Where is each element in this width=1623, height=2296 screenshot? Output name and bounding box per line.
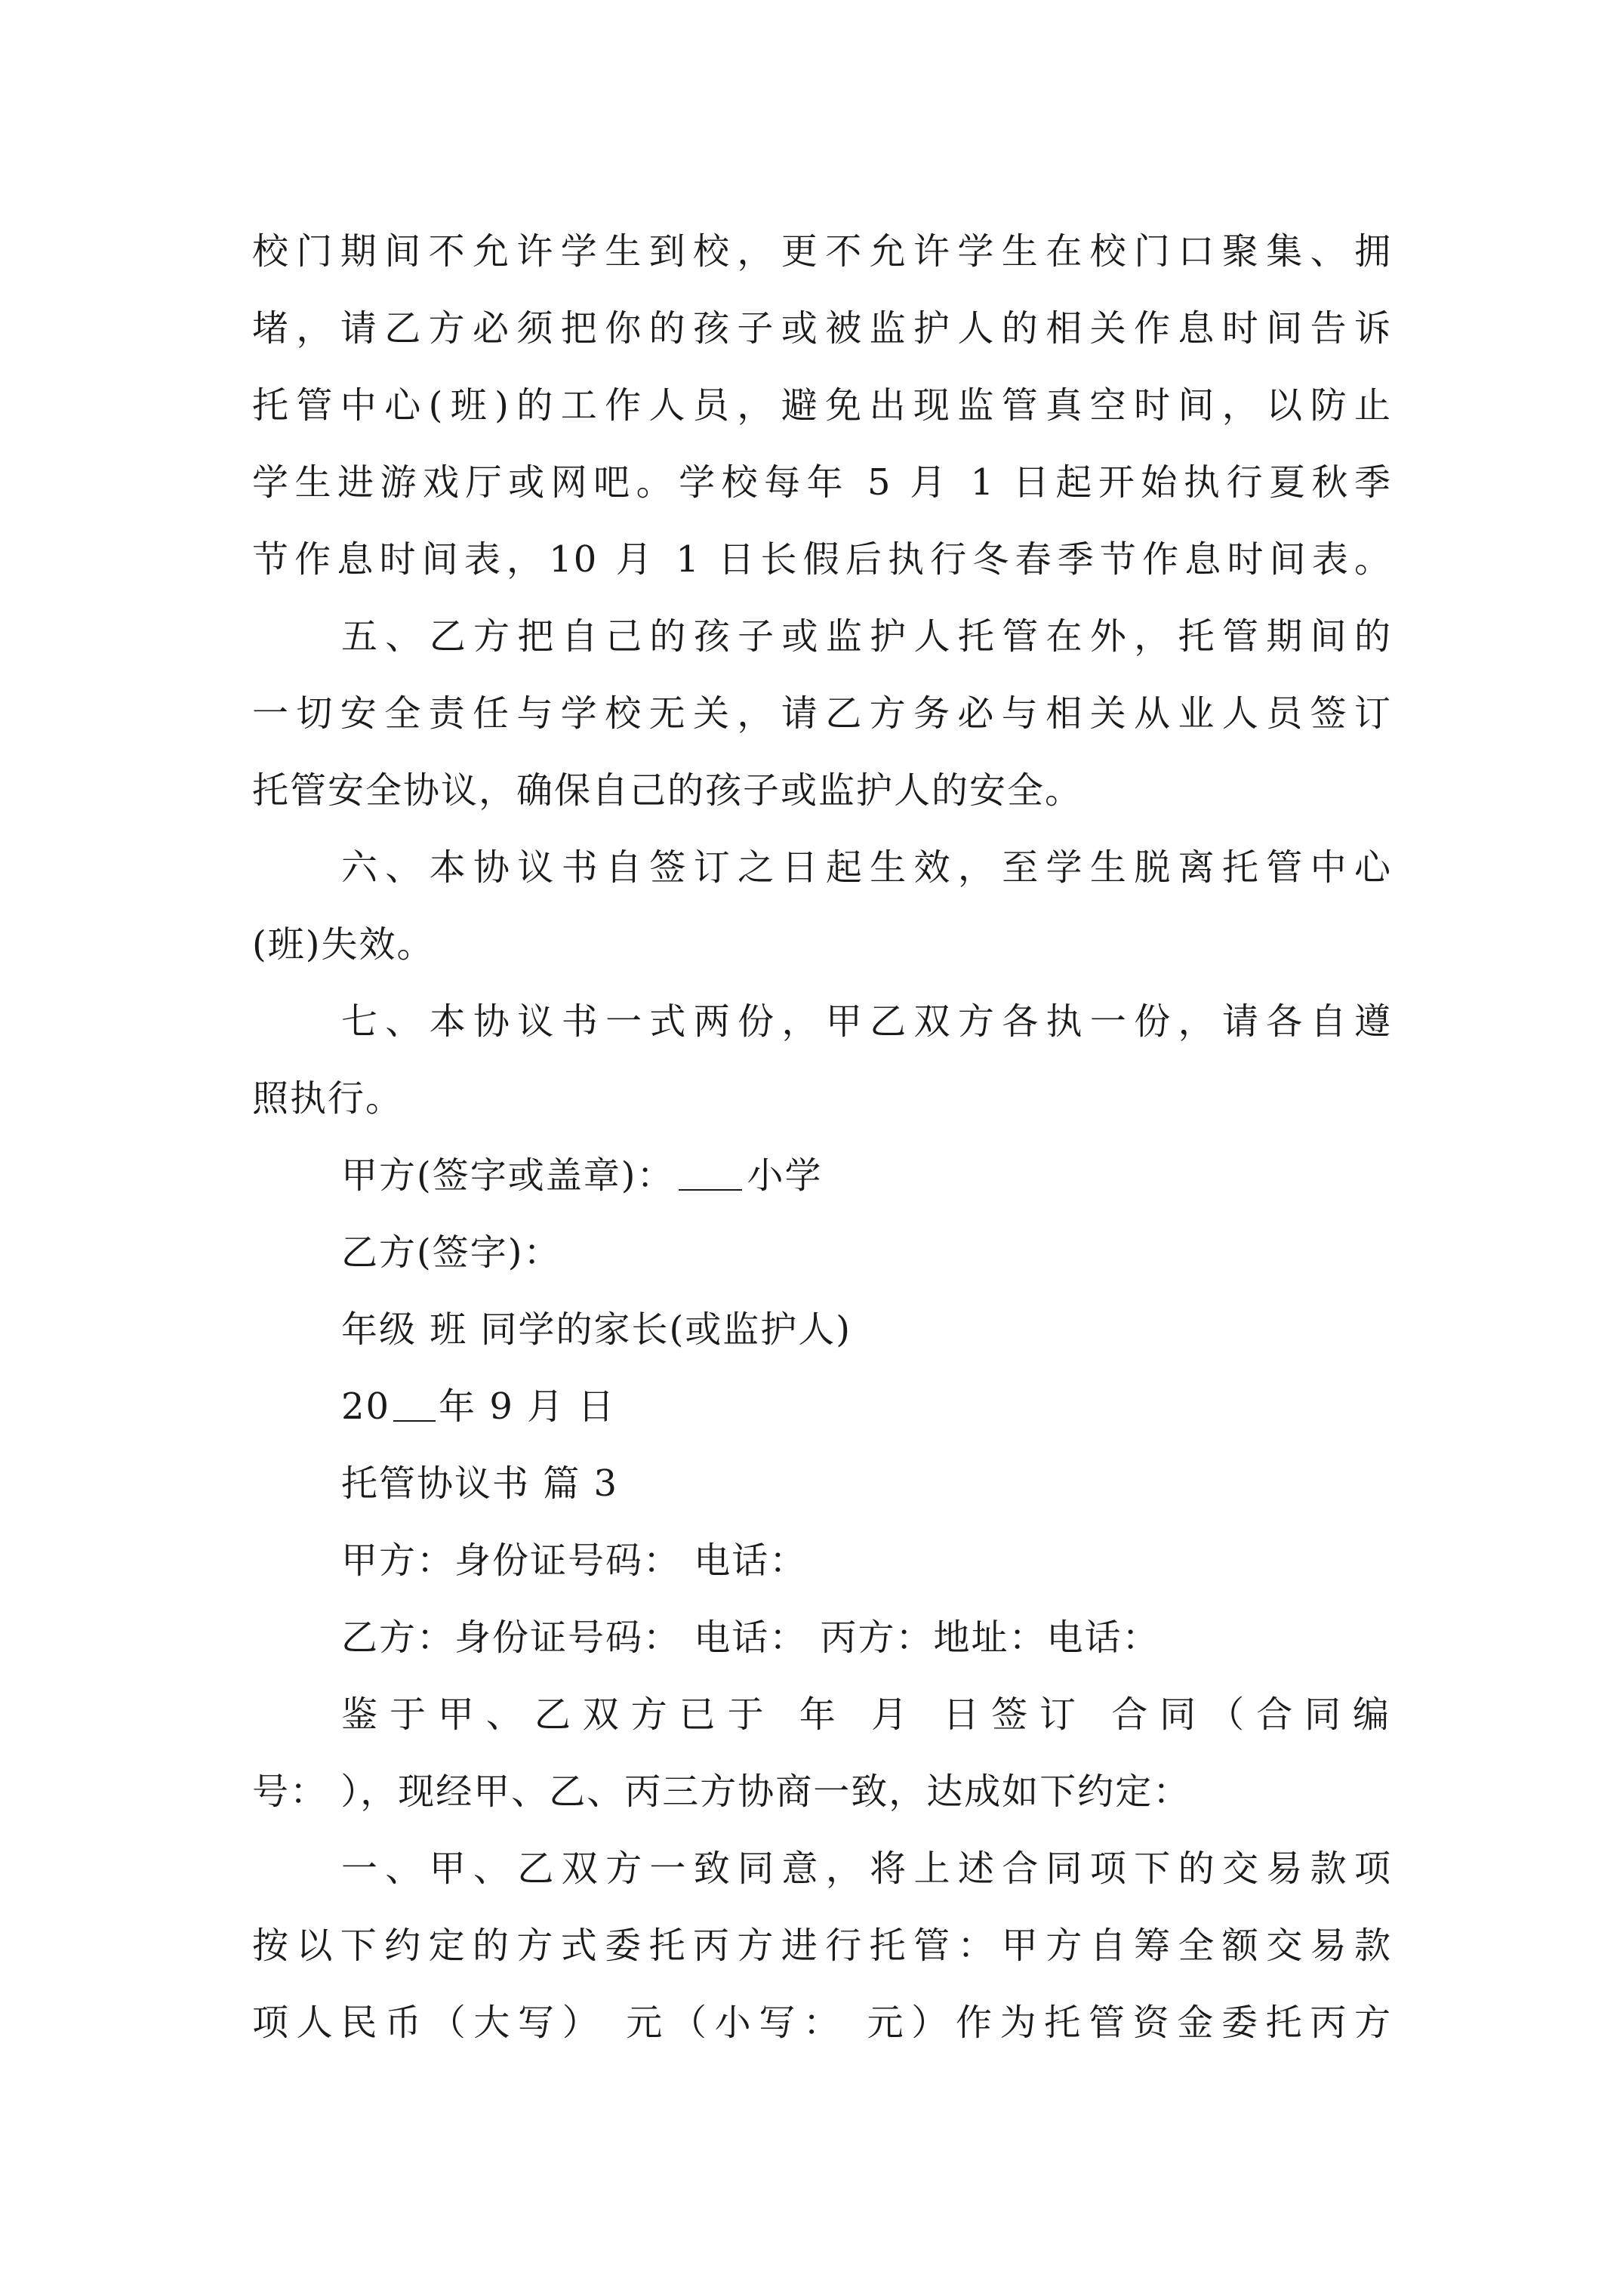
parent-line: 年级 班 同学的家长(或监护人) bbox=[341, 1308, 852, 1351]
signature-party-a-label: 甲方(签字或盖章)： bbox=[341, 1154, 675, 1197]
paragraph-line: 堵，请乙方必须把你的孩子或被监护人的相关作息时间告诉 bbox=[252, 307, 1392, 350]
paragraph-line: 号： ），现经甲、乙、丙三方协商一致，达成如下约定： bbox=[252, 1771, 1191, 1813]
preamble-line: 鉴于甲、乙双方已于 年 月 日签订 合同（合同编 bbox=[341, 1693, 1392, 1736]
signature-party-a-school: 小学 bbox=[747, 1154, 823, 1197]
clause-five-line: 五、乙方把自己的孩子或监护人托管在外，托管期间的 bbox=[341, 615, 1392, 658]
signature-party-b: 乙方(签字)： bbox=[341, 1231, 562, 1274]
date-rest: 年 9 月 日 bbox=[439, 1385, 616, 1428]
document-body bbox=[252, 213, 1392, 2061]
paragraph-line: 项人民币（大写） 元（小写： 元）作为托管资金委托丙方 bbox=[252, 2002, 1392, 2044]
paragraph-line: 托管中心(班)的工作人员，避免出现监管真空时间，以防止 bbox=[252, 384, 1392, 427]
clause-seven-line: 七、本协议书一式两份，甲乙双方各执一份，请各自遵 bbox=[341, 1000, 1392, 1043]
paragraph-line: 一切安全责任与学校无关，请乙方务必与相关从业人员签订 bbox=[252, 692, 1392, 735]
date-line bbox=[252, 1368, 1392, 1445]
party-b-info: 乙方：身份证号码： 电话： 丙方：地址：电话： bbox=[341, 1616, 1160, 1659]
paragraph-line: 校门期间不允许学生到校，更不允许学生在校门口聚集、拥 bbox=[252, 230, 1392, 273]
party-a-info: 甲方：身份证号码： 电话： bbox=[341, 1539, 808, 1582]
paragraph-line: 按以下约定的方式委托丙方进行托管：甲方自筹全额交易款 bbox=[252, 1925, 1392, 1967]
clause-one-line: 一、甲、乙双方一致同意，将上述合同项下的交易款项 bbox=[341, 1848, 1392, 1890]
paragraph-line: (班)失效。 bbox=[252, 923, 435, 966]
date-year-prefix: 20 bbox=[341, 1385, 391, 1428]
section-heading: 托管协议书 篇 3 bbox=[341, 1462, 619, 1505]
signature-blank bbox=[679, 1159, 742, 1191]
paragraph-line: 节作息时间表，10 月 1 日长假后执行冬春季节作息时间表。 bbox=[252, 538, 1392, 581]
paragraph-line: 学生进游戏厅或网吧。学校每年 5 月 1 日起开始执行夏秋季 bbox=[252, 461, 1392, 504]
date-blank bbox=[393, 1390, 436, 1422]
clause-six-line: 六、本协议书自签订之日起生效，至学生脱离托管中心 bbox=[341, 846, 1392, 889]
paragraph-line: 托管安全协议，确保自己的孩子或监护人的安全。 bbox=[252, 769, 1083, 812]
signature-party-a bbox=[252, 1137, 1392, 1214]
paragraph-line: 照执行。 bbox=[252, 1077, 404, 1120]
